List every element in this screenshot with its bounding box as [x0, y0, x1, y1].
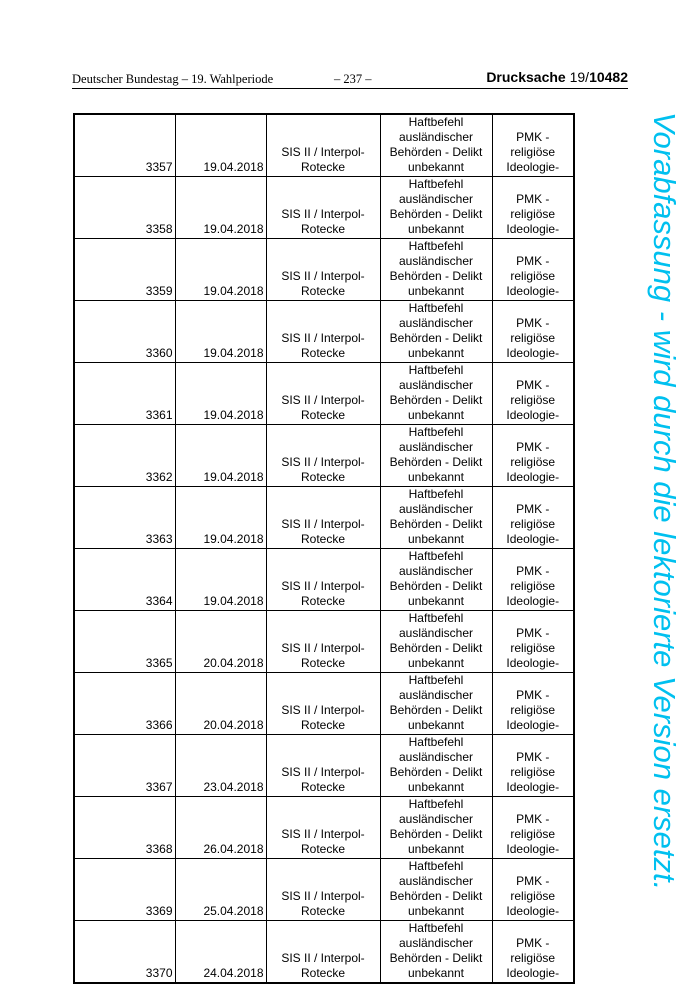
number-text: 3362	[145, 470, 173, 484]
reason-line: unbekannt	[407, 904, 465, 918]
cell-number	[74, 797, 175, 859]
table-row	[74, 549, 574, 611]
system-line: SIS II / Interpol-	[281, 641, 365, 655]
reason-line: Haftbefehl	[408, 921, 464, 935]
reason-line: ausländischer	[398, 316, 474, 330]
reason-line: ausländischer	[398, 874, 474, 888]
date-text: 19.04.2018	[203, 160, 264, 174]
category-line: Ideologie-	[506, 284, 560, 298]
cell-date	[175, 549, 266, 611]
reason-line: Behörden - Delikt	[389, 331, 483, 345]
table-row	[74, 921, 574, 984]
cell-category	[492, 611, 574, 673]
cell-number	[74, 425, 175, 487]
cell-number	[74, 487, 175, 549]
document-number-label: Drucksache	[486, 69, 566, 85]
reason-line: Behörden - Delikt	[389, 269, 483, 283]
cell-number	[74, 177, 175, 239]
table-row	[74, 301, 574, 363]
table-row	[74, 673, 574, 735]
cell-reason	[380, 549, 492, 611]
cell-category	[492, 177, 574, 239]
reason-line: ausländischer	[398, 192, 474, 206]
reason-line: Haftbefehl	[408, 673, 464, 687]
cell-category	[492, 735, 574, 797]
cell-reason	[380, 363, 492, 425]
category-line: Ideologie-	[506, 780, 560, 794]
cell-reason	[380, 797, 492, 859]
reason-line: unbekannt	[407, 284, 465, 298]
reason-line: Haftbefehl	[408, 487, 464, 501]
system-line: Rotecke	[300, 222, 346, 236]
category-line: PMK -religiöse	[510, 502, 556, 531]
reason-line: Haftbefehl	[408, 611, 464, 625]
table-row	[74, 859, 574, 921]
date-text: 26.04.2018	[203, 842, 264, 856]
number-text: 3359	[145, 284, 173, 298]
reason-line: ausländischer	[398, 812, 474, 826]
date-text: 19.04.2018	[203, 470, 264, 484]
reason-line: ausländischer	[398, 936, 474, 950]
cell-reason	[380, 673, 492, 735]
cell-date	[175, 114, 266, 177]
table-body	[74, 114, 574, 983]
reason-line: unbekannt	[407, 656, 465, 670]
cell-category	[492, 301, 574, 363]
system-line: SIS II / Interpol-	[281, 951, 365, 965]
reason-line: unbekannt	[407, 594, 465, 608]
cell-category	[492, 859, 574, 921]
reason-line: ausländischer	[398, 130, 474, 144]
cell-reason	[380, 425, 492, 487]
system-line: Rotecke	[300, 966, 346, 980]
category-line: Ideologie-	[506, 904, 560, 918]
category-line: Ideologie-	[506, 656, 560, 670]
cell-system	[266, 301, 380, 363]
reason-line: Behörden - Delikt	[389, 145, 483, 159]
cell-category	[492, 363, 574, 425]
cell-system	[266, 673, 380, 735]
data-table	[73, 113, 575, 984]
table-row	[74, 797, 574, 859]
document-number-value: 10482	[589, 69, 628, 85]
reason-line: Haftbefehl	[408, 363, 464, 377]
category-line: PMK -religiöse	[510, 564, 556, 593]
cell-category	[492, 425, 574, 487]
reason-line: Behörden - Delikt	[389, 703, 483, 717]
cell-category	[492, 921, 574, 984]
reason-line: ausländischer	[398, 750, 474, 764]
date-text: 24.04.2018	[203, 966, 264, 980]
cell-number	[74, 611, 175, 673]
category-line: Ideologie-	[506, 594, 560, 608]
cell-system	[266, 549, 380, 611]
category-line: PMK -religiöse	[510, 316, 556, 345]
category-line: Ideologie-	[506, 222, 560, 236]
system-line: Rotecke	[300, 904, 346, 918]
reason-line: unbekannt	[407, 966, 465, 980]
category-line: Ideologie-	[506, 470, 560, 484]
reason-line: Haftbefehl	[408, 301, 464, 315]
cell-system	[266, 611, 380, 673]
reason-line: Haftbefehl	[408, 735, 464, 749]
cell-number	[74, 239, 175, 301]
number-text: 3358	[145, 222, 173, 236]
reason-line: unbekannt	[407, 842, 465, 856]
system-line: SIS II / Interpol-	[281, 703, 365, 717]
cell-number	[74, 859, 175, 921]
reason-line: Haftbefehl	[408, 797, 464, 811]
cell-number	[74, 114, 175, 177]
category-line: Ideologie-	[506, 966, 560, 980]
date-text: 20.04.2018	[203, 718, 264, 732]
cell-date	[175, 301, 266, 363]
system-line: SIS II / Interpol-	[281, 269, 365, 283]
category-line: Ideologie-	[506, 160, 560, 174]
reason-line: unbekannt	[407, 346, 465, 360]
category-line: PMK -religiöse	[510, 626, 556, 655]
reason-line: ausländischer	[398, 502, 474, 516]
cell-system	[266, 425, 380, 487]
cell-reason	[380, 177, 492, 239]
system-line: Rotecke	[300, 842, 346, 856]
cell-system	[266, 921, 380, 984]
reason-line: Behörden - Delikt	[389, 517, 483, 531]
system-line: Rotecke	[300, 470, 346, 484]
number-text: 3357	[145, 160, 173, 174]
draft-watermark: Vorabfassung - wird durch die lektorierte Version ersetzt.	[647, 112, 682, 891]
number-text: 3370	[145, 966, 173, 980]
system-line: Rotecke	[300, 408, 346, 422]
category-line: Ideologie-	[506, 842, 560, 856]
cell-date	[175, 487, 266, 549]
cell-date	[175, 921, 266, 984]
system-line: SIS II / Interpol-	[281, 827, 365, 841]
reason-line: unbekannt	[407, 222, 465, 236]
system-line: Rotecke	[300, 284, 346, 298]
category-line: PMK -religiöse	[510, 874, 556, 903]
cell-system	[266, 859, 380, 921]
reason-line: unbekannt	[407, 780, 465, 794]
system-line: SIS II / Interpol-	[281, 765, 365, 779]
reason-line: unbekannt	[407, 470, 465, 484]
cell-date	[175, 735, 266, 797]
number-text: 3360	[145, 346, 173, 360]
number-text: 3368	[145, 842, 173, 856]
document-number-prefix: 19/	[569, 69, 590, 85]
reason-line: ausländischer	[398, 254, 474, 268]
category-line: Ideologie-	[506, 718, 560, 732]
category-line: PMK -religiöse	[510, 440, 556, 469]
system-line: Rotecke	[300, 780, 346, 794]
reason-line: unbekannt	[407, 718, 465, 732]
system-line: Rotecke	[300, 160, 346, 174]
cell-system	[266, 487, 380, 549]
reason-line: unbekannt	[407, 160, 465, 174]
reason-line: ausländischer	[398, 626, 474, 640]
cell-system	[266, 177, 380, 239]
reason-line: Haftbefehl	[408, 239, 464, 253]
cell-category	[492, 797, 574, 859]
table-row	[74, 177, 574, 239]
cell-system	[266, 239, 380, 301]
cell-number	[74, 735, 175, 797]
category-line: PMK -religiöse	[510, 254, 556, 283]
number-text: 3369	[145, 904, 173, 918]
reason-line: ausländischer	[398, 440, 474, 454]
table-row	[74, 425, 574, 487]
date-text: 20.04.2018	[203, 656, 264, 670]
system-line: Rotecke	[300, 346, 346, 360]
cell-reason	[380, 114, 492, 177]
cell-number	[74, 921, 175, 984]
cell-date	[175, 239, 266, 301]
reason-line: Behörden - Delikt	[389, 889, 483, 903]
cell-category	[492, 549, 574, 611]
category-line: PMK -religiöse	[510, 378, 556, 407]
number-text: 3365	[145, 656, 173, 670]
reason-line: Behörden - Delikt	[389, 827, 483, 841]
category-line: PMK -religiöse	[510, 130, 556, 159]
cell-date	[175, 177, 266, 239]
system-line: SIS II / Interpol-	[281, 455, 365, 469]
system-line: Rotecke	[300, 594, 346, 608]
system-line: Rotecke	[300, 532, 346, 546]
cell-number	[74, 301, 175, 363]
page-number: – 237 –	[334, 72, 372, 86]
cell-reason	[380, 921, 492, 984]
system-line: SIS II / Interpol-	[281, 889, 365, 903]
cell-date	[175, 859, 266, 921]
cell-category	[492, 673, 574, 735]
cell-system	[266, 363, 380, 425]
reason-line: Haftbefehl	[408, 177, 464, 191]
header-rule	[72, 88, 628, 89]
category-line: Ideologie-	[506, 532, 560, 546]
reason-line: unbekannt	[407, 532, 465, 546]
category-line: PMK -religiöse	[510, 936, 556, 965]
date-text: 23.04.2018	[203, 780, 264, 794]
date-text: 25.04.2018	[203, 904, 264, 918]
reason-line: Behörden - Delikt	[389, 207, 483, 221]
reason-line: Haftbefehl	[408, 425, 464, 439]
cell-date	[175, 611, 266, 673]
cell-category	[492, 114, 574, 177]
reason-line: Behörden - Delikt	[389, 641, 483, 655]
reason-line: Behörden - Delikt	[389, 579, 483, 593]
cell-category	[492, 239, 574, 301]
system-line: SIS II / Interpol-	[281, 207, 365, 221]
cell-date	[175, 425, 266, 487]
reason-line: Haftbefehl	[408, 549, 464, 563]
number-text: 3364	[145, 594, 173, 608]
table-row	[74, 363, 574, 425]
cell-category	[492, 487, 574, 549]
reason-line: Behörden - Delikt	[389, 455, 483, 469]
cell-reason	[380, 611, 492, 673]
date-text: 19.04.2018	[203, 346, 264, 360]
system-line: Rotecke	[300, 718, 346, 732]
system-line: SIS II / Interpol-	[281, 331, 365, 345]
reason-line: Behörden - Delikt	[389, 951, 483, 965]
cell-reason	[380, 301, 492, 363]
cell-reason	[380, 859, 492, 921]
reason-line: Behörden - Delikt	[389, 765, 483, 779]
date-text: 19.04.2018	[203, 594, 264, 608]
reason-line: Haftbefehl	[408, 859, 464, 873]
table-row	[74, 114, 574, 177]
category-line: Ideologie-	[506, 346, 560, 360]
system-line: SIS II / Interpol-	[281, 393, 365, 407]
reason-line: ausländischer	[398, 564, 474, 578]
category-line: PMK -religiöse	[510, 812, 556, 841]
system-line: SIS II / Interpol-	[281, 579, 365, 593]
cell-system	[266, 114, 380, 177]
table-row	[74, 487, 574, 549]
system-line: SIS II / Interpol-	[281, 517, 365, 531]
date-text: 19.04.2018	[203, 408, 264, 422]
table-row	[74, 239, 574, 301]
cell-date	[175, 363, 266, 425]
number-text: 3361	[145, 408, 173, 422]
cell-number	[74, 673, 175, 735]
category-line: PMK -religiöse	[510, 750, 556, 779]
number-text: 3367	[145, 780, 173, 794]
cell-reason	[380, 239, 492, 301]
system-line: Rotecke	[300, 656, 346, 670]
reason-line: Behörden - Delikt	[389, 393, 483, 407]
document-number	[486, 69, 628, 85]
reason-line: ausländischer	[398, 688, 474, 702]
cell-date	[175, 673, 266, 735]
page-header	[72, 66, 628, 88]
category-line: PMK -religiöse	[510, 688, 556, 717]
reason-line: ausländischer	[398, 378, 474, 392]
cell-number	[74, 549, 175, 611]
parliament-label: Deutscher Bundestag – 19. Wahlperiode	[72, 72, 274, 86]
category-line: Ideologie-	[506, 408, 560, 422]
system-line: SIS II / Interpol-	[281, 145, 365, 159]
cell-number	[74, 363, 175, 425]
date-text: 19.04.2018	[203, 284, 264, 298]
cell-reason	[380, 487, 492, 549]
cell-reason	[380, 735, 492, 797]
reason-line: unbekannt	[407, 408, 465, 422]
category-line: PMK -religiöse	[510, 192, 556, 221]
cell-system	[266, 797, 380, 859]
table-row	[74, 611, 574, 673]
date-text: 19.04.2018	[203, 532, 264, 546]
reason-line: Haftbefehl	[408, 115, 464, 129]
number-text: 3366	[145, 718, 173, 732]
cell-system	[266, 735, 380, 797]
number-text: 3363	[145, 532, 173, 546]
date-text: 19.04.2018	[203, 222, 264, 236]
cell-date	[175, 797, 266, 859]
table-row	[74, 735, 574, 797]
